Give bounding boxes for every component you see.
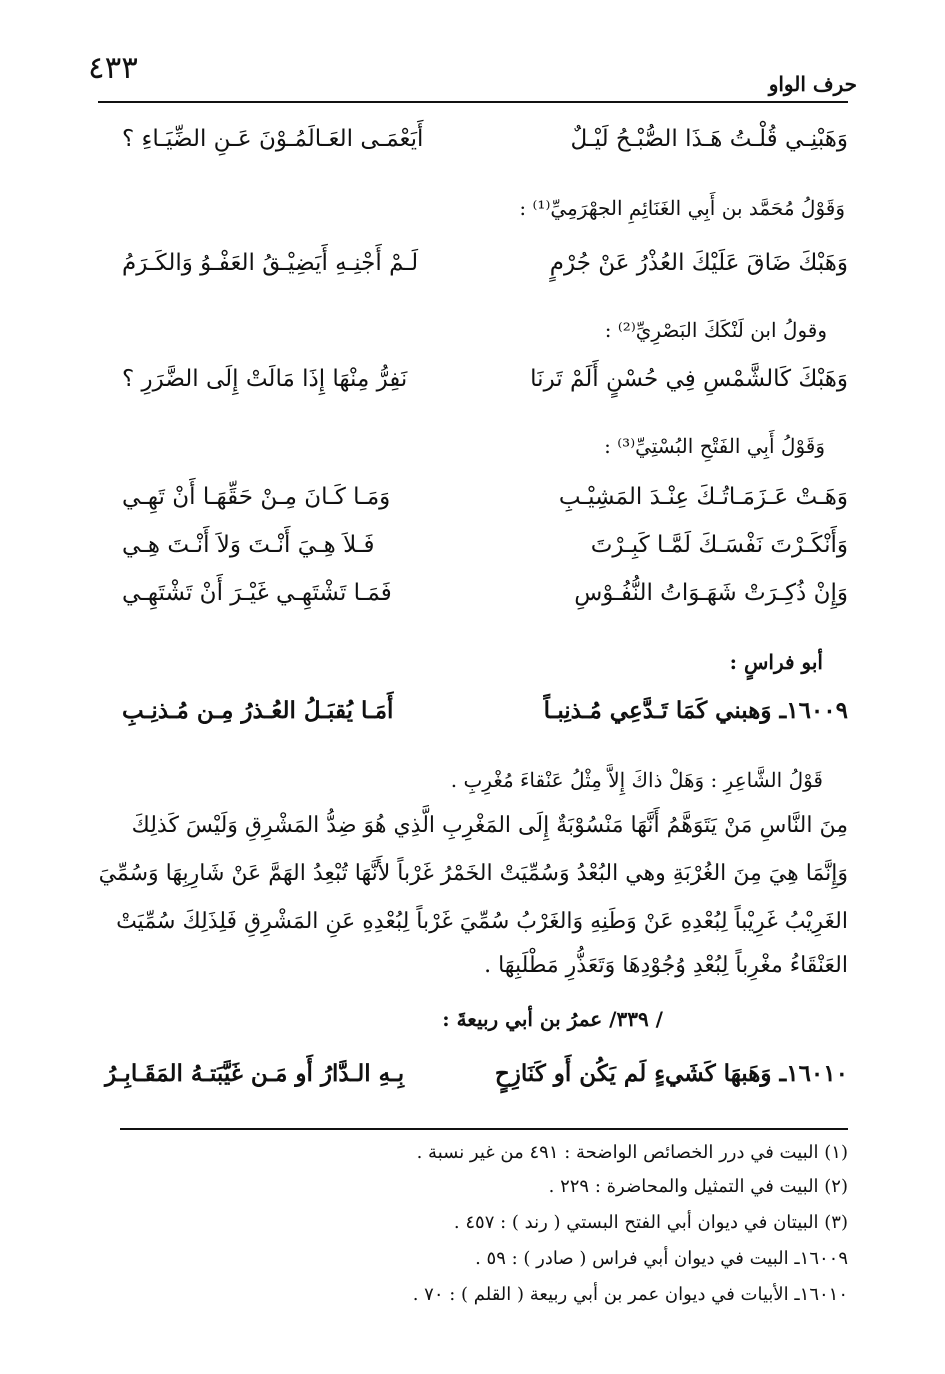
prose-line: مِنَ النَّاسِ مَنْ يَتَوَهَّمُ أَنَّهَا مَنْسُوْبَةٌ إِلَى المَغْرِبِ الَّذِي هُوَ ضِدُّ المَشْرِقِ وَلَيْسَ كَذلِكَ (131, 813, 848, 838)
quote-line: قَوْلُ الشَّاعِرِ : وَهَلْ ذاكَ إِلاَّ مِثْلُ عَنْقاءَ مُغْرِبِ . (450, 768, 823, 792)
page-number: ٤٣٣ (88, 50, 138, 86)
verse-first-hemistich: وَهَـتْ عَـزَمَـاتُـكَ عِنْـدَ المَشِيْـبِ (558, 484, 848, 510)
verse-first-hemistich: وَإِنْ ذُكِـرَتْ شَهَـوَاتُ النُّفُـوْسِ (574, 580, 848, 606)
verse-first-hemistich: وَأَنْكَـرْتَ نَفْسَـكَ لَمَّـا كَبِـرْتَ (590, 532, 848, 558)
prose-line: العَنْقَاءُ مغْرِباً لِبُعْدِ وُجُوْدِهَا وَتَعَذُّرِ مَطْلَبِهَا . (484, 953, 848, 978)
footnote-rule (120, 1128, 848, 1130)
verse-first-hemistich: وَهَبْكَ ضَاقَ عَلَيْكَ العُذْرُ عَنْ جُرْمٍ (549, 250, 848, 276)
poet-heading: / ٣٣٩/ عمرُ بن أبي ربيعةَ : (442, 1007, 663, 1031)
verse-first-hemistich: وَهَبْنِـي قُلْـتُ هَـذَا الصُّبْـحُ لَيْـلٌ (570, 126, 848, 152)
verse-second-hemistich: نَفِرُّ مِنْهَا إِذَا مَالَتْ إِلَى الضَّرَرِ ؟ (122, 366, 408, 392)
footnote: ١٦٠١٠ـ الأبيات في ديوان عمر بن أبي ربيعة ( القلم ) : ٧٠ . (412, 1284, 848, 1305)
running-title: حرف الواو (768, 72, 857, 96)
prose-line: وَإِنَّمَا هِيَ مِنَ الغُرْبَةِ وهي البُعْدُ وَسُمِّيَتْ الخَمْرُ غَرْباً لأَنَّهَا تُبْعِدُ الهَمَّ عَنْ شَارِبِهَا وَسُمِّيَ (98, 861, 848, 886)
verse-second-hemistich: فَمَـا تَشْتَهِـي غَيْـرَ أَنْ تَشْتَهِـي (122, 580, 392, 606)
attribution-line: وَقَوْلُ مُحَمَّد بن أَبِي الغَنَائِمِ الجهْرَمِيِّ⁽¹⁾ : (519, 196, 845, 220)
footnote: (٢) البيت في التمثيل والمحاضرة : ٢٢٩ . (548, 1176, 848, 1197)
attribution-line: وقولُ ابن لَنْكَكَ البَصْرِيِّ⁽²⁾ : (604, 318, 827, 342)
entry-first-hemistich: ١٦٠١٠ـ وَهَبهَا كَشَيءٍ لَم يَكُن أَو كَنَازِحٍ (494, 1060, 848, 1087)
footnote: (٣) البيتان في ديوان أبي الفتح البستي ( رند ) : ٤٥٧ . (453, 1212, 848, 1233)
verse-second-hemistich: وَمَـا كَـانَ مِـنْ حَقِّهَـا أَنْ تَهِـي (122, 484, 391, 510)
verse-first-hemistich: وَهَبْكَ كَالشَّمْسِ فِي حُسْنٍ أَلَمْ تَرنَا (530, 366, 848, 392)
attribution-line: وَقَوْلُ أَبِي الفَتْحِ البُسْتِيِّ⁽³⁾ : (604, 434, 825, 458)
verse-second-hemistich: فَـلاَ هِـيَ أَنْـتَ وَلاَ أَنْـتَ هِـي (122, 532, 375, 558)
header-rule (98, 101, 848, 103)
entry-second-hemistich: بِـهِ الـدَّارُ أَو مَـن غَيَّبَتـهُ المَقَـابِـرُ (105, 1060, 405, 1087)
footnote: (١) البيت في درر الخصائص الواضحة : ٤٩١ من غير نسبة . (416, 1142, 848, 1163)
entry-first-hemistich: ١٦٠٠٩ـ وَهبني كَمَا تَـدَّعِي مُـذنِبـاً (543, 697, 848, 724)
verse-second-hemistich: لَـمْ أَجْنِـهِ أَيَضِيْـقُ العَفْـوُ وَالكَـرَمُ (122, 250, 419, 276)
prose-line: الغَرِيْبُ غَرِيْباً لِبُعْدِهِ عَنْ وَطَنِهِ وَالغَرْبُ سُمِّيَ غَرْباً لِبُعْدِهِ عَنِ المَشْرِقِ فَلِذَلِكَ سُمِّيَتْ (116, 909, 848, 934)
entry-second-hemistich: أَمَـا يُقبَـلُ العُـذرُ مِـن مُـذنِـبِ (122, 697, 394, 724)
poet-heading: أبو فراسٍ : (729, 650, 823, 674)
verse-second-hemistich: أَيَعْمَـى العَـالَمُـوْنَ عَـنِ الضِّيَـاءِ ؟ (122, 126, 424, 152)
footnote: ١٦٠٠٩ـ البيت في ديوان أبي فراس ( صادر ) : ٥٩ . (475, 1248, 848, 1269)
